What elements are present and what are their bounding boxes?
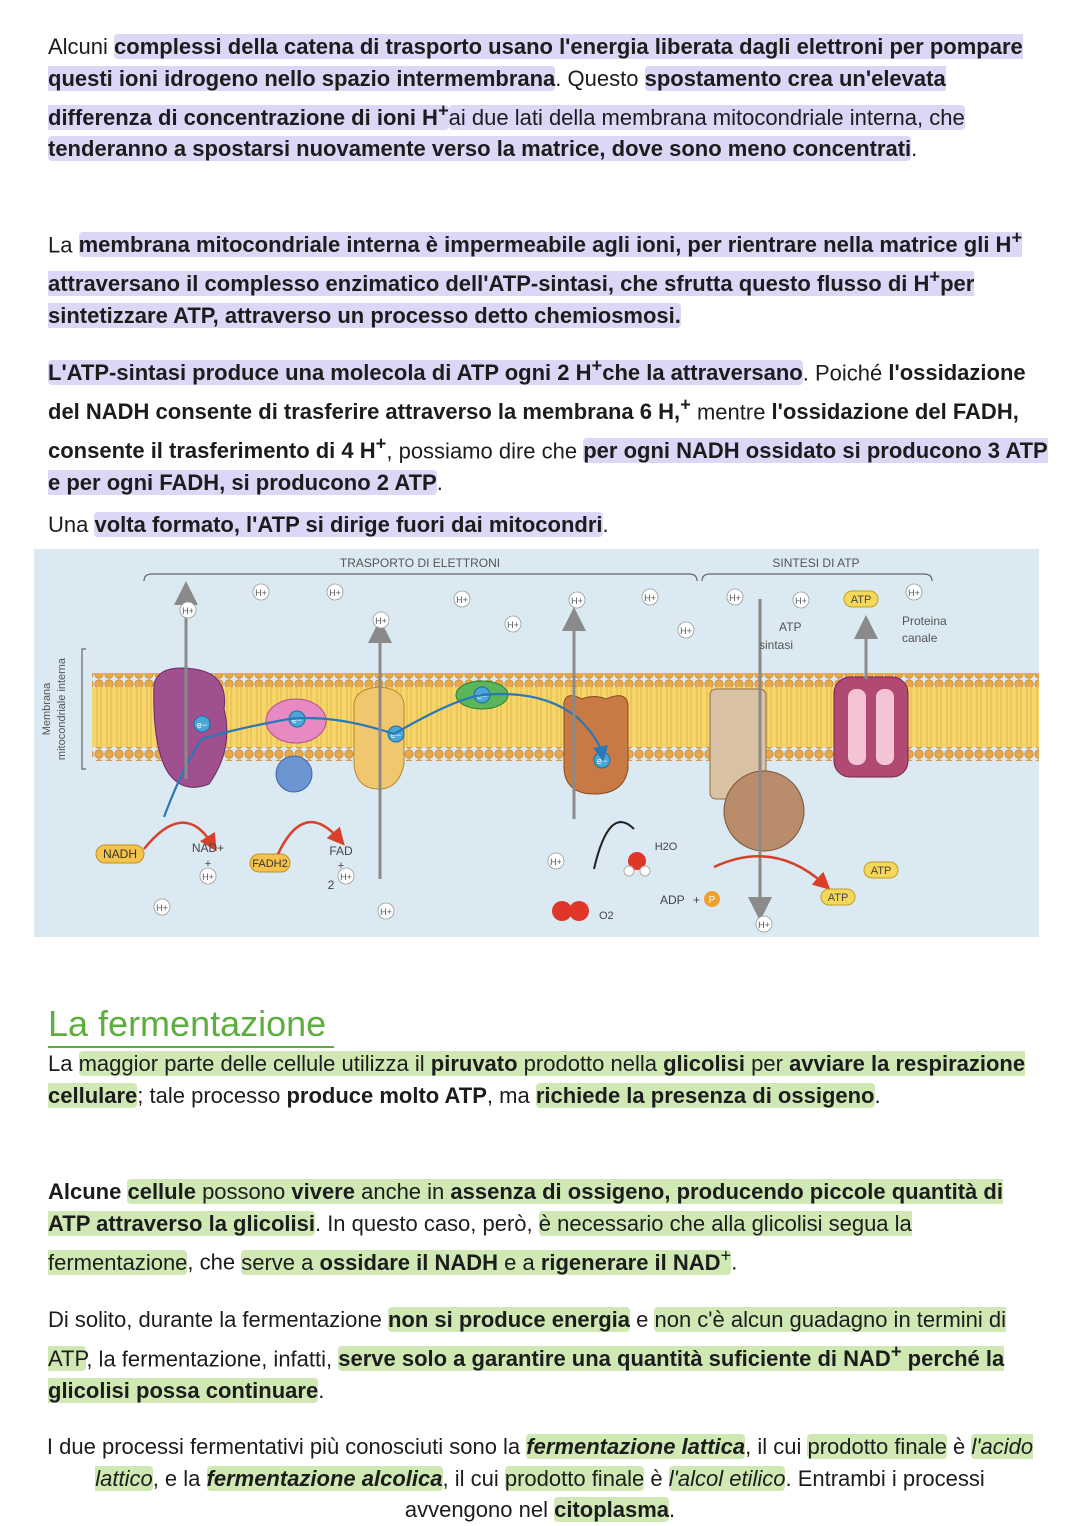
bracket-transport: [144, 574, 697, 581]
text-span: ; tale processo: [137, 1082, 287, 1108]
text-span: maggior parte delle cellule utilizza il: [78, 1051, 431, 1076]
text-span: possono: [195, 1179, 292, 1204]
text-span: serve solo a garantire una quantità suficiente di NAD: [338, 1345, 891, 1371]
text-span: anche in: [354, 1179, 451, 1204]
text-span: Una: [48, 512, 95, 537]
channel-label: canale: [902, 631, 938, 645]
superscript: +: [680, 393, 691, 415]
text-span: Di solito, durante la fermentazione: [48, 1307, 388, 1332]
text-span: serve a: [241, 1249, 320, 1275]
plus-label: +: [204, 858, 212, 870]
header-synthesis: SINTESI DI ATP: [772, 556, 860, 570]
electron-label: e−: [196, 720, 208, 730]
text-span: .: [318, 1377, 325, 1403]
adp-label: ADP: [660, 893, 685, 907]
text-span: è: [946, 1434, 972, 1459]
text-span: .: [731, 1249, 738, 1275]
nadh-label: NADH: [102, 847, 138, 861]
h-ion: H+: [329, 588, 341, 598]
highlight-span: l'acido lattico: [95, 1434, 1034, 1491]
text-span: . Poiché: [802, 360, 889, 386]
h-ion: H+: [340, 872, 352, 882]
highlight-span: ai due lati della membrana mitocondriale interna, che: [448, 104, 965, 130]
paragraph-2: [48, 222, 1048, 331]
paragraph-8: [40, 1431, 1040, 1526]
paragraph-4: [48, 509, 1048, 541]
h-ion: H+: [202, 872, 214, 882]
text-span: .: [911, 136, 918, 162]
highlight-span: l'alcol etilico: [668, 1465, 786, 1491]
text-span: La: [48, 1051, 79, 1076]
water-hydrogen: [640, 866, 650, 876]
paragraph-6: [48, 1176, 1048, 1278]
electron-label: e−: [476, 691, 488, 701]
header-transport: TRASPORTO DI ELETTRONI: [339, 556, 501, 570]
membrane-label: mitocondriale interna: [56, 657, 68, 761]
electron-label: e−: [596, 756, 608, 766]
text-span: è: [644, 1465, 669, 1491]
phosphate-label: P: [708, 895, 716, 906]
h-ion: H+: [182, 606, 194, 616]
text-span: che la attraversano: [602, 360, 803, 386]
highlight-span: è necessario che alla glicolisi segua la fermentazione: [48, 1210, 912, 1275]
highlight-span: non si produce energia: [387, 1307, 631, 1332]
h-ion: H+: [571, 596, 583, 606]
superscript: +: [720, 1244, 732, 1266]
h-ion: H+: [380, 907, 392, 917]
highlight-span: prodotto finale: [807, 1434, 947, 1459]
highlight-span: prodotto finale: [504, 1465, 645, 1491]
h-ion: H+: [456, 595, 468, 605]
h-ion: H+: [908, 588, 920, 598]
text-span: , il cui: [442, 1465, 505, 1491]
text-span: La: [48, 232, 79, 258]
paragraph-3: [48, 350, 1048, 498]
text-span: e: [630, 1307, 655, 1332]
text-span: e a: [498, 1249, 541, 1275]
atp-synthase-head: [724, 771, 804, 851]
superscript: +: [375, 432, 387, 454]
oxygen-arrow: [594, 822, 634, 869]
highlight-span: [48, 227, 1023, 328]
superscript: +: [591, 355, 603, 376]
text-span: per: [745, 1051, 790, 1076]
text-span: per sintetizzare ATP, attraverso un processo detto chemiosmosi.: [48, 271, 975, 328]
membrane-label: Membrana: [41, 682, 53, 736]
nad-label: NAD+: [191, 841, 225, 855]
paragraph-7: [48, 1304, 1048, 1406]
two-label: 2: [327, 878, 335, 892]
bold-span: assenza di ossigeno, producendo piccole quantità di ATP attraverso la glicolisi: [48, 1179, 1003, 1236]
atp-synthase-label: ATP: [779, 620, 802, 634]
atp-synthase-label: sintasi: [759, 638, 794, 652]
text-span: . Entrambi i processi avvengono nel: [404, 1465, 985, 1523]
protein-channel-pore: [848, 689, 866, 765]
text-span: l'ossidazione del FADH, consente il trasferimento di 4 H: [48, 399, 1019, 464]
h-ion: H+: [507, 620, 519, 630]
highlight-span: tenderanno a spostarsi nuovamente verso la matrice, dove sono meno concentrati: [48, 136, 912, 162]
fadh2-label: FADH2: [252, 858, 288, 870]
bold-span: avviare la respirazione cellulare: [48, 1051, 1026, 1108]
text-span: .: [602, 512, 609, 537]
highlight-span: fermentazione alcolica: [206, 1465, 443, 1491]
atp-label: ATP: [827, 892, 849, 904]
channel-label: Proteina: [902, 614, 947, 628]
text-span: prodotto nella: [517, 1051, 664, 1076]
text-span: . Questo: [555, 65, 645, 91]
bold-span: Alcune: [48, 1179, 128, 1204]
highlight-span: volta formato, l'ATP si dirige fuori dai mitocondri: [94, 512, 603, 537]
superscript: +: [929, 265, 941, 287]
plus-label: +: [693, 893, 701, 907]
bold-span: rigenerare il NAD: [540, 1249, 721, 1275]
bold-span: vivere: [291, 1179, 355, 1204]
fad-label: FAD: [329, 844, 353, 858]
text-span: membrana mitocondriale interna è impermeabile agli ioni, per rientrare nella matrice gli H: [78, 232, 1012, 258]
plus-label: +: [337, 860, 345, 872]
highlight-span: [48, 355, 803, 386]
text-span: , possiamo dire che: [386, 438, 584, 464]
text-span: , che: [187, 1249, 242, 1275]
h-ion: H+: [758, 920, 770, 930]
bold-span: ossidare il NADH: [319, 1249, 498, 1275]
text-span: mentre: [690, 399, 772, 425]
oxygen-atom: [569, 901, 589, 921]
h-ion: H+: [156, 903, 168, 913]
text-span: perché la glicolisi possa continuare: [48, 1345, 1005, 1403]
o2-label: O2: [599, 910, 614, 922]
text-span: Alcuni: [48, 34, 115, 59]
highlight-span: complessi della catena di trasporto usano l'energia liberata dagli elettroni per pompare questi ioni idrogeno nello spazio intermembrana: [48, 34, 1023, 91]
h-ion: H+: [255, 588, 267, 598]
superscript: +: [437, 99, 449, 121]
highlight-span: [241, 1244, 732, 1275]
highlight-span: citoplasma: [554, 1497, 670, 1523]
atp-label: ATP: [850, 594, 872, 606]
h-ion: H+: [729, 593, 741, 603]
text-span: , la fermentazione, infatti,: [86, 1345, 339, 1371]
highlight-span: per ogni NADH ossidato si producono 3 ATP e per ogni FADH, si producono 2 ATP: [48, 438, 1048, 495]
atp-arrow: [714, 856, 824, 884]
bold-span: cellule: [127, 1179, 196, 1204]
electron-label: e−: [291, 715, 303, 725]
text-span: spostamento crea un'elevata differenza di concentrazione di ioni H: [48, 65, 946, 130]
text-span: I due processi fermentativi più conosciuti sono la: [46, 1434, 527, 1459]
paragraph-5: [48, 1048, 1048, 1111]
text-span: , ma: [486, 1082, 536, 1108]
complex-1: [154, 668, 227, 787]
text-span: , e la: [152, 1465, 207, 1491]
bracket-synthesis: [702, 574, 932, 581]
highlight-span: richiede la presenza di ossigeno: [535, 1082, 875, 1108]
text-span: attraversano il complesso enzimatico dell'ATP-sintasi, che sfrutta questo flusso di H: [48, 271, 930, 297]
bold-span: glicolisi: [663, 1051, 746, 1076]
text-span: L'ATP-sintasi produce una molecola di ATP ogni 2 H: [48, 360, 592, 386]
protein-channel: [834, 677, 908, 777]
electron-transport-diagram: [34, 549, 1039, 937]
text-span: . In questo caso, però,: [314, 1210, 539, 1236]
text-span: .: [436, 469, 443, 495]
text-span: .: [669, 1497, 676, 1523]
complex-2-base: [276, 756, 312, 792]
section-title: La fermentazione: [48, 1002, 334, 1048]
bold-span: piruvato: [430, 1051, 518, 1076]
diagram-svg: [34, 549, 1039, 937]
superscript: +: [1011, 227, 1023, 248]
paragraph-1: [48, 31, 1048, 165]
membrane-bracket: [82, 649, 86, 769]
h-ion: H+: [795, 596, 807, 606]
highlight-span: fermentazione lattica: [526, 1434, 746, 1459]
highlight-span: non c'è alcun guadagno in termini di ATP: [48, 1307, 1007, 1371]
h-ion: H+: [550, 857, 562, 867]
text-span: , il cui: [745, 1434, 808, 1459]
h2o-label: H2O: [654, 841, 678, 853]
water-hydrogen: [624, 866, 634, 876]
superscript: +: [890, 1340, 902, 1362]
atp-label: ATP: [870, 865, 892, 877]
text-span: l'ossidazione del NADH consente di trasferire attraverso la membrana 6 H,: [48, 360, 1026, 425]
electron-label: e−: [390, 730, 402, 740]
h-ion: H+: [644, 593, 656, 603]
h-ion: H+: [375, 616, 387, 626]
text-span: .: [874, 1082, 881, 1108]
protein-channel-pore: [876, 689, 894, 765]
bold-span: produce molto ATP: [286, 1082, 487, 1108]
h-ion: H+: [680, 626, 692, 636]
